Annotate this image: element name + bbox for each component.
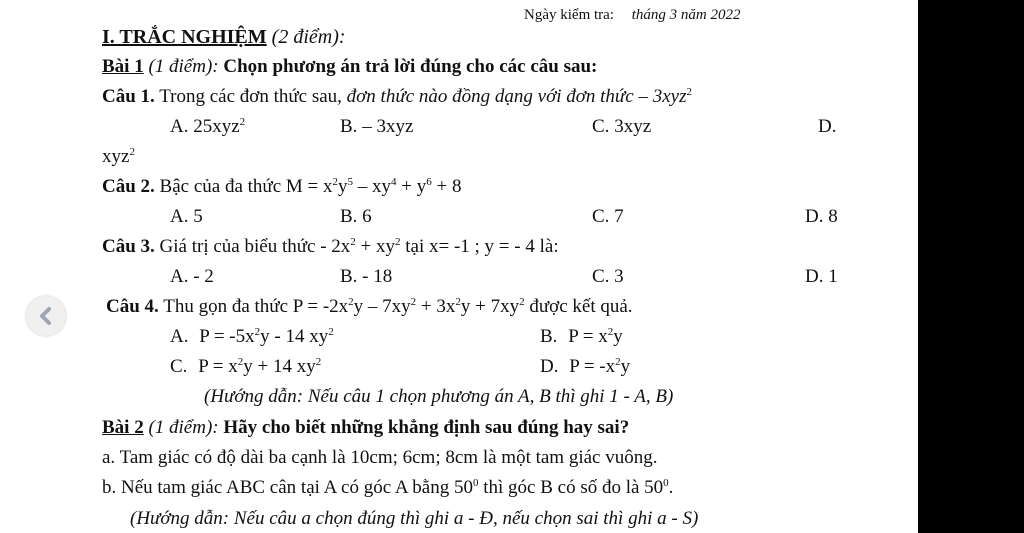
bai2-label: Bài 2 [102, 417, 144, 438]
screen-margin-right [918, 0, 1024, 533]
q1-option-d-value: xyz$^2$ [102, 146, 135, 167]
q3-option-b: B. - 18 [340, 266, 393, 287]
q1-option-c: C. 3xyz [592, 116, 652, 137]
q2-option-c: C. 7 [592, 206, 624, 227]
q1-option-a: A. 25xyz$^2$ [170, 116, 246, 137]
q4-option-d: D. $P = -x^2y$ [540, 356, 631, 377]
question-1-text-italic: đơn thức nào đồng dạng với đơn thức [346, 86, 634, 107]
question-1-expr-sup: 2 [686, 86, 692, 98]
bai2-instruction: Hãy cho biết những khẳng định sau đúng hay sai? [223, 417, 630, 438]
bai1-heading [102, 56, 597, 78]
q3-option-a: A. - 2 [170, 266, 214, 287]
bai1-instruction: Chọn phương án trả lời đúng cho các câu sau: [223, 56, 598, 77]
exam-date-line [524, 4, 740, 26]
bai2-points: (1 điểm): [148, 417, 219, 438]
bai2-item-b: b. Nếu tam giác ABC cân tại A có góc A bằng $50^0$ thì góc B có số đo là $50^0$. [102, 477, 674, 498]
question-4-label: Câu 4. [106, 296, 159, 317]
q2-option-d: D. 8 [805, 206, 838, 227]
q1-option-b: B. – 3xyz [340, 116, 414, 137]
date-value: tháng 3 năm 2022 [631, 7, 741, 23]
chevron-left-icon [26, 296, 66, 336]
q2-option-a: A. 5 [170, 206, 203, 227]
question-1-expr: – 3xyz [633, 86, 687, 107]
question-1-label: Câu 1. [102, 86, 155, 107]
q2-option-b: B. 6 [340, 206, 372, 227]
question-2: Câu 2. Bậc của đa thức $M = x^2y^5 - xy^4 + y^6 + 8$ [102, 176, 462, 197]
bai1-hint: (Hướng dẫn: Nếu câu 1 chọn phương án A, B thì ghi 1 - A, B) [204, 386, 674, 407]
bai1-label: Bài 1 [102, 56, 144, 77]
question-3: Câu 3. Giá trị của biểu thức - $2x^2 + xy^2$ tại x= -1 ; y = - 4 là: [102, 236, 559, 257]
section-title [102, 26, 346, 48]
section-points: (2 điểm): [271, 26, 346, 48]
bai2-heading [102, 417, 629, 439]
q4-option-c: C. $P = x^2y + 14$ $xy^2$ [170, 356, 322, 377]
section-heading: I. TRẮC NGHIỆM [102, 26, 267, 48]
q1-option-d-label: D. [818, 116, 837, 137]
q4-option-b: B. $P = x^2y$ [540, 326, 623, 347]
q4-option-a: A. $P = -5x^2y - 14$ $xy^2$ [170, 326, 334, 347]
back-button[interactable] [26, 296, 66, 336]
question-1-text: Trong các đơn thức sau, [159, 86, 347, 107]
bai1-points: (1 điểm): [148, 56, 219, 77]
question-3-label: Câu 3. [102, 236, 155, 257]
question-2-label: Câu 2. [102, 176, 155, 197]
q3-option-d: D. 1 [805, 266, 838, 287]
question-4: Câu 4. Thu gọn đa thức $P = -2x^2y - 7xy^2 + 3x^2y + 7xy^2$ được kết quả. [106, 296, 633, 317]
question-1 [102, 86, 692, 108]
bai2-item-a: a. Tam giác có độ dài ba cạnh là 10cm; 6cm; 8cm là một tam giác vuông. [102, 447, 658, 468]
bai2-hint: (Hướng dẫn: Nếu câu a chọn đúng thì ghi a - Đ, nếu chọn sai thì ghi a - S) [130, 508, 699, 529]
date-label: Ngày kiểm tra: [524, 7, 614, 23]
q3-option-c: C. 3 [592, 266, 624, 287]
